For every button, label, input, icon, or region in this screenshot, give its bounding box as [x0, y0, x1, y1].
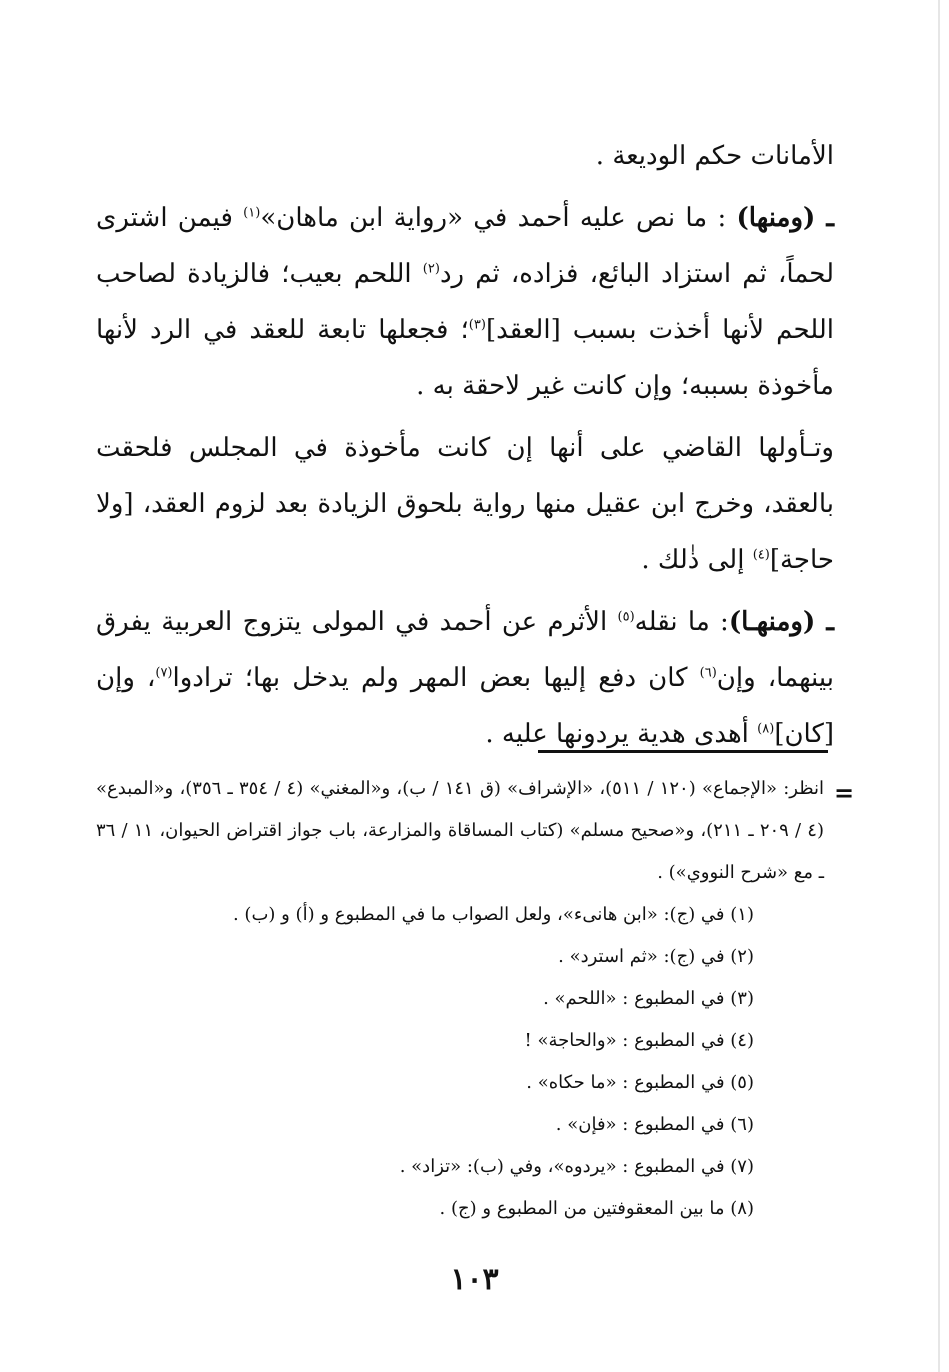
bold-lead: ـ (ومنهـا) — [728, 607, 834, 637]
footnote-item: (٣) في المطبوع : «اللحم» . — [543, 988, 754, 1009]
footnote-ref: (٤) — [752, 547, 770, 563]
text-line: الأمانات حكم الوديعة . — [595, 141, 834, 171]
text-run: أهدى هدية يردونها عليه . — [485, 719, 758, 749]
paragraph-3 — [96, 594, 834, 762]
footnote-continuation: انظر: «الإجماع» (١٢٠ / ٥١١)، «الإشراف» (ق ١٤١ / ب)، و«المغني» (٤ / ٣٥٤ ـ ٣٥٦)، و«المبدع» (٤ / ٢٠٩ ـ ٢١١)، و«صحيح مسلم» (كتاب المساقاة والمزارعة، باب جواز اقتراض الحيوان، ١١ / ٣٦ ـ مع «شرح النووي») . — [96, 778, 825, 883]
text-run: اللحم بعيب؛ فالزيادة لصاحب اللحم لأنها أخذت بسبب [العقد] — [96, 259, 834, 345]
text-run: وتـأولها القاضي على أنها إن كانت مأخوذة في المجلس فلحقت بالعقد، وخرج ابن عقيل منها رواية بلحوق الزيادة بعد لزوم العقد، [ولا حاجة] — [96, 433, 834, 575]
text-run: كان دفع إليها بعض المهر ولم يدخل بها؛ ترادوا — [172, 663, 700, 693]
footnote-ref: (٥) — [617, 609, 635, 625]
footnote-ref: (٢) — [422, 261, 440, 277]
text-run: فيمن اشترى لحماً، ثم استزاد البائع، فزاده، ثم رد — [96, 203, 835, 289]
main-text — [96, 128, 834, 762]
text-run: ؛ فجعلها تابعة للعقد في الرد لأنها مأخوذة بسببه؛ وإن كانت غير لاحقة به . — [96, 315, 834, 401]
text-run: : ما نص عليه أحمد في «رواية ابن ماهان» — [260, 203, 737, 233]
text-run: ، وإن [كان] — [96, 663, 834, 749]
footnote-ref: (٦) — [699, 665, 717, 681]
footnotes — [96, 768, 824, 1230]
footnote-item: (٢) في (ج): «ثم استرد» . — [558, 946, 754, 967]
footnote-ref: (١) — [243, 205, 261, 221]
footnote-ref: (٨) — [757, 721, 775, 737]
footnote-item: (١) في (ج): «ابن هانىء»، ولعل الصواب ما في المطبوع و (أ) و (ب) . — [232, 904, 754, 925]
footnote-item: (٨) ما بين المعقوفتين من المطبوع و (ج) . — [439, 1198, 754, 1219]
footnote-ref: (٧) — [155, 665, 173, 681]
text-run: إلى ذٰلك . — [641, 545, 753, 575]
footnote-item: (٤) في المطبوع : «والحاجة» ! — [524, 1030, 754, 1051]
paragraph-top — [96, 128, 834, 184]
footnote-ref: (٣) — [468, 317, 486, 333]
paragraph-1 — [96, 190, 834, 414]
footnote-item: (٧) في المطبوع : «يردوه»، وفي (ب): «تزاد» . — [399, 1156, 754, 1177]
text-run: : ما نقله — [634, 607, 729, 637]
text-run: الأثرم عن أحمد في المولى يتزوج العربية يفرق بينهما، وإن — [96, 607, 834, 693]
continuation-mark: = — [834, 778, 855, 807]
footnote-separator — [538, 750, 828, 753]
page-number: ١٠٣ — [450, 1262, 499, 1297]
footnote-item: (٦) في المطبوع : «فإن» . — [555, 1114, 754, 1135]
paragraph-2 — [96, 420, 834, 588]
footnote-item: (٥) في المطبوع : «ما حكاه» . — [526, 1072, 754, 1093]
page-edge-line — [938, 0, 940, 1372]
bold-lead: ـ (ومنها) — [736, 203, 834, 233]
